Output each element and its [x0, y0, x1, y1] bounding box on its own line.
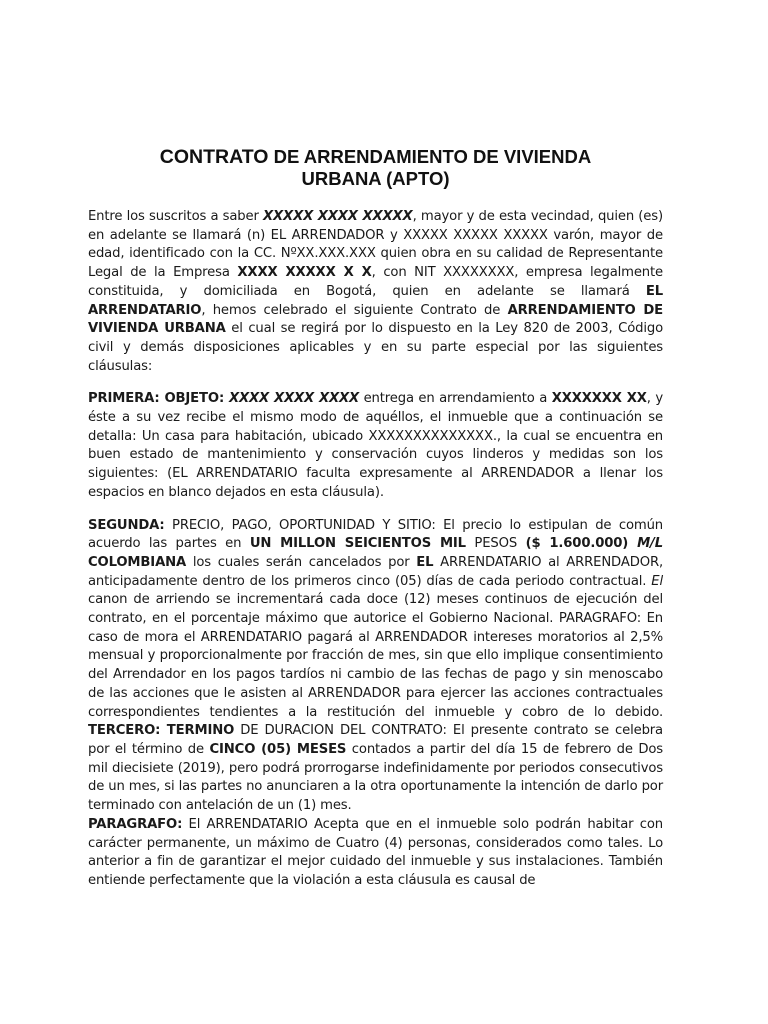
clause-primera — [88, 390, 663, 502]
segunda-text-6: DE DURACION DEL CONTRATO: El presente contrato se celebra por el término de — [88, 723, 663, 757]
title-word-contrato: CONTRATO — [159, 146, 269, 168]
price-currency: COLOMBIANA — [88, 554, 187, 570]
company-name: XXXX XXXXX X X — [237, 265, 372, 281]
clause-tercero-label: TERCERO: TERMINO — [88, 723, 235, 739]
segunda-text-5: canon de arriendo se incrementará cada doce (12) meses continuos de ejecución del contrato, en el porcentaje máximo que autorice el Gobierno Nacional. PARAGRAFO: En caso de mora el ARRENDATARIO pagará al ARRENDADOR intereses moratorios al 2,5% mensual y proporcionalmente por fracción de mes, sin que ello implique consentimiento del Arrendador en los pagos tardíos ni cambio de las fechas de pago y sin menoscabo de las acciones que le asisten al ARRENDADOR para ejercer las acciones contractuales correspondientes tendientes a la restitución del inmueble y cobro de lo debido. — [88, 592, 663, 720]
primera-text-1: entrega en arrendamiento a — [359, 391, 552, 407]
paragrafo-text: El ARRENDATARIO Acepta que en el inmueble solo podrán habitar con carácter permanente, un máximo de Cuatro (4) personas, considerados como tales. Lo anterior a fin de garantizar el mejor cuidado del inmueble y sus instalaciones. También entiende perfectamente que la violación a esta cláusula es causal de — [88, 816, 663, 888]
intro-text-2: , mayor y de esta vecindad, quien (es) en adelante se llamará (n) EL ARRENDADOR y XXXXX XXXXX XXXXX varón, mayor de edad, identificado con la CC. NºXX.XXX.XXX quien obra en su calidad de Representante Legal de la Empresa — [88, 209, 663, 281]
clause-paragrafo — [88, 816, 663, 891]
segunda-text-3: los cuales serán cancelados por — [186, 554, 417, 570]
clause-segunda — [88, 517, 663, 816]
segunda-text-2: PESOS — [465, 536, 526, 552]
contract-type: ARRENDAMIENTO DE VIVIENDA URBANA — [88, 302, 663, 337]
contract-title — [88, 146, 663, 190]
segunda-text-4: ARRENDATARIO al ARRENDADOR, anticipadamente dentro de los primeros cinco (05) días de cada periodo contractual. — [88, 554, 663, 589]
clause-segunda-label: SEGUNDA: — [88, 517, 165, 533]
price-words: UN MILLON SEICIENTOS MIL — [249, 536, 466, 552]
intro-text-5: el cual se regirá por lo dispuesto en la Ley 820 de 2003, Código civil y demás disposiciones aplicables y en su parte especial por las siguientes cláusulas: — [88, 321, 663, 374]
price-amount: ($ 1.600.000) — [525, 536, 638, 552]
paragrafo-label: PARAGRAFO: — [88, 816, 183, 832]
segunda-el: EL — [416, 554, 434, 570]
clause-primera-label: PRIMERA: OBJETO: — [88, 391, 229, 407]
intro-text-3: , con NIT XXXXXXXX, empresa legalmente constituida, y domiciliada en Bogotá, quien en adelante se llamará — [88, 265, 663, 299]
arrendador-name: XXXXX XXXX XXXXX — [263, 209, 413, 224]
primera-recipient: XXXXXXX XX — [551, 391, 647, 407]
primera-text-2: , y éste a su vez recibe el mismo modo de aquéllos, el inmueble que a continuación se detalla: Un casa para habitación, ubicado XXXXXXXXXXXXXX., la cual se encuentra en buen estado de mantenimiento y conservación cuyos linderos y medidas son los siguientes: (EL ARRENDATARIO faculta expresamente al ARRENDADOR a llenar los espacios en blanco dejados en esta cláusula). — [88, 391, 664, 500]
title-line2: URBANA (APTO) — [301, 168, 450, 189]
segunda-el-italic: El — [651, 573, 663, 589]
term-duration: CINCO (05) MESES — [209, 741, 347, 757]
arrendatario-label: EL ARRENDATARIO — [88, 283, 663, 318]
title-line1-rest: DE ARRENDAMIENTO DE VIVIENDA — [268, 146, 592, 167]
segunda-text-7: contados a partir del día 15 de febrero de Dos mil diecisiete (2019), pero podrá prorrogarse indefinidamente por periodos consecutivos de un mes, si las partes no anunciaren a la otra oportunamente la intención de darlo por terminado con antelación de un (1) mes. — [88, 741, 663, 814]
intro-paragraph — [88, 208, 663, 376]
price-currency-ml: M/L — [637, 536, 663, 552]
segunda-text-1: PRECIO, PAGO, OPORTUNIDAD Y SITIO: El precio lo estipulan de común acuerdo las partes en — [88, 517, 663, 552]
intro-text-4: , hemos celebrado el siguiente Contrato de — [201, 302, 508, 318]
primera-party: XXXX XXXX XXXX — [229, 391, 360, 407]
intro-text-1: Entre los suscritos a saber — [88, 209, 264, 224]
